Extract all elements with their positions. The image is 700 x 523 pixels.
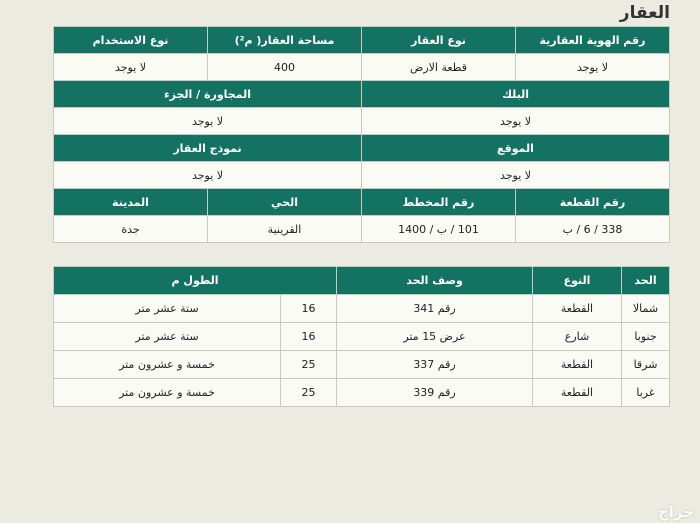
boundary-length: 16 <box>281 323 337 351</box>
value-property-model: لا يوجد <box>54 162 362 189</box>
header-boundary-type: النوع <box>533 267 622 295</box>
boundary-length-words: خمسة و عشرون متر <box>54 351 281 379</box>
page-title: العقار <box>619 3 670 23</box>
header-boundary-description: وصف الحد <box>337 267 533 295</box>
header-property-id: رقم الهوية العقارية <box>516 27 670 54</box>
value-plan-number: 101 / ب / 1400 <box>362 216 516 243</box>
header-property-type: نوع العقار <box>362 27 516 54</box>
boundary-length-words: ستة عشر متر <box>54 295 281 323</box>
boundary-type: القطعة <box>533 351 622 379</box>
boundary-type: القطعة <box>533 379 622 407</box>
boundary-description: رقم 339 <box>337 379 533 407</box>
value-location: لا يوجد <box>362 162 670 189</box>
header-neighborhood-part: المجاورة / الجزء <box>54 81 362 108</box>
value-block: لا يوجد <box>362 108 670 135</box>
table-row <box>54 379 670 407</box>
table-row <box>54 351 670 379</box>
boundaries-table <box>53 266 670 407</box>
boundary-description: رقم 341 <box>337 295 533 323</box>
value-plot-number: 338 / 6 / ب <box>516 216 670 243</box>
value-usage-type: لا يوجد <box>54 54 208 81</box>
boundary-type: القطعة <box>533 295 622 323</box>
value-neighborhood-part: لا يوجد <box>54 108 362 135</box>
table-row <box>54 295 670 323</box>
boundary-length-words: خمسة و عشرون متر <box>54 379 281 407</box>
boundary-length: 25 <box>281 379 337 407</box>
header-plan-number: رقم المخطط <box>362 189 516 216</box>
boundary-direction: شرقا <box>622 351 670 379</box>
header-property-model: نموذج العقار <box>54 135 362 162</box>
boundary-length-words: ستة عشر متر <box>54 323 281 351</box>
boundary-direction: جنوبا <box>622 323 670 351</box>
watermark-logo: حراج <box>657 503 694 521</box>
value-district: القرينية <box>208 216 362 243</box>
boundary-description: عرض 15 متر <box>337 323 533 351</box>
header-district: الحي <box>208 189 362 216</box>
header-property-area: مساحة العقار( م²) <box>208 27 362 54</box>
table-row <box>54 323 670 351</box>
value-property-type: قطعة الارض <box>362 54 516 81</box>
header-boundary: الحد <box>622 267 670 295</box>
boundary-direction: شمالا <box>622 295 670 323</box>
property-details-table <box>53 26 670 243</box>
value-city: جدة <box>54 216 208 243</box>
header-plot-number: رقم القطعة <box>516 189 670 216</box>
header-city: المدينة <box>54 189 208 216</box>
value-property-area: 400 <box>208 54 362 81</box>
boundary-description: رقم 337 <box>337 351 533 379</box>
header-length: الطول م <box>54 267 337 295</box>
header-block: البلك <box>362 81 670 108</box>
boundary-type: شارع <box>533 323 622 351</box>
header-location: الموقع <box>362 135 670 162</box>
boundary-direction: غربا <box>622 379 670 407</box>
value-property-id: لا يوجد <box>516 54 670 81</box>
boundary-length: 16 <box>281 295 337 323</box>
boundary-length: 25 <box>281 351 337 379</box>
header-usage-type: نوع الاستخدام <box>54 27 208 54</box>
